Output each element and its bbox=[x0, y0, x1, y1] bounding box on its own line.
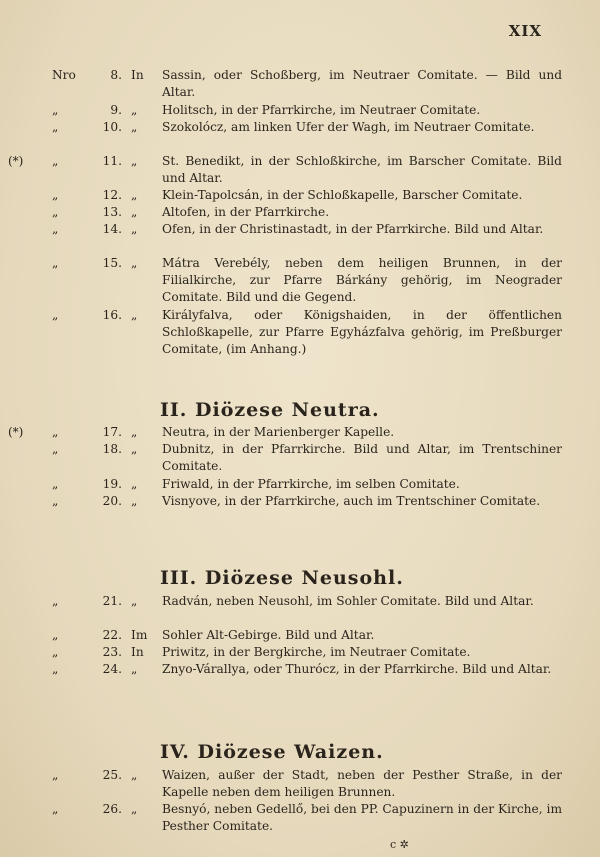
row-marker: „ bbox=[52, 802, 59, 816]
section-heading: IV. Diözese Waizen. bbox=[160, 741, 384, 763]
entry-preposition: Im bbox=[131, 628, 148, 642]
entry-text: Sassin, oder Schoßberg, im Neutraer Comitate. — Bild und Altar. bbox=[162, 68, 562, 99]
entry-number: 10. bbox=[102, 120, 122, 134]
row-marker: „ bbox=[52, 594, 59, 608]
entry-text: St. Benedikt, in der Schloßkirche, im Barscher Comitate. Bild und Altar. bbox=[162, 154, 562, 185]
entry-number: 26. bbox=[102, 802, 122, 816]
entry-preposition: „ bbox=[131, 308, 138, 322]
entry-number: 19. bbox=[102, 477, 122, 491]
row-marker: „ bbox=[52, 308, 59, 322]
entry-number: 21. bbox=[102, 594, 122, 608]
entry-preposition: „ bbox=[131, 594, 138, 608]
entry-text: Dubnitz, in der Pfarrkirche. Bild und Altar, im Trentschiner Comitate. bbox=[162, 442, 562, 473]
entry-text: Radván, neben Neusohl, im Sohler Comitate. Bild und Altar. bbox=[162, 594, 534, 608]
row-marker: „ bbox=[52, 768, 59, 782]
entry-preposition: „ bbox=[131, 477, 138, 491]
entry-number: 15. bbox=[102, 256, 122, 270]
page-number: XIX bbox=[508, 22, 542, 40]
entry-number: 9. bbox=[110, 103, 122, 117]
entry-preposition: „ bbox=[131, 154, 138, 168]
footnote-marker: (*) bbox=[8, 154, 24, 168]
entry-text: Klein-Tapolcsán, in der Schloßkapelle, Barscher Comitate. bbox=[162, 188, 523, 202]
entry-number: 22. bbox=[102, 628, 122, 642]
entry-text: Priwitz, in der Bergkirche, im Neutraer Comitate. bbox=[162, 645, 471, 659]
section-heading: III. Diözese Neusohl. bbox=[160, 567, 404, 589]
entry-preposition: „ bbox=[131, 425, 138, 439]
entry-text: Ofen, in der Christinastadt, in der Pfarrkirche. Bild und Altar. bbox=[162, 222, 544, 236]
row-marker: „ bbox=[52, 103, 59, 117]
row-marker: „ bbox=[52, 188, 59, 202]
entry-text: Neutra, in der Marienberger Kapelle. bbox=[162, 425, 395, 439]
entry-number: 20. bbox=[102, 494, 122, 508]
entry-text: Királyfalva, oder Königshaiden, in der öffentlichen Schloßkapelle, zur Pfarre Egyházfalva gehörig, im Preßburger Comitate, (im Anhang.) bbox=[162, 308, 562, 356]
entry-text: Altofen, in der Pfarrkirche. bbox=[162, 205, 330, 219]
entry-number: 18. bbox=[102, 442, 122, 456]
row-marker: „ bbox=[52, 477, 59, 491]
row-marker: „ bbox=[52, 425, 59, 439]
section-heading: II. Diözese Neutra. bbox=[160, 399, 380, 421]
row-marker: „ bbox=[52, 628, 59, 642]
entry-number: 11. bbox=[102, 154, 122, 168]
footnote-marker: (*) bbox=[8, 425, 24, 439]
entry-preposition: „ bbox=[131, 256, 138, 270]
row-marker: „ bbox=[52, 494, 59, 508]
entry-preposition: „ bbox=[131, 188, 138, 202]
row-marker: Nro bbox=[52, 68, 76, 82]
entry-preposition: „ bbox=[131, 802, 138, 816]
entry-number: 8. bbox=[110, 68, 122, 82]
entry-number: 16. bbox=[102, 308, 122, 322]
entry-text: Sohler Alt-Gebirge. Bild und Altar. bbox=[162, 628, 375, 642]
entry-number: 17. bbox=[102, 425, 122, 439]
entry-preposition: „ bbox=[131, 103, 138, 117]
entry-text: Visnyove, in der Pfarrkirche, auch im Trentschiner Comitate. bbox=[162, 494, 541, 508]
row-marker: „ bbox=[52, 645, 59, 659]
entry-text: Mátra Verebély, neben dem heiligen Brunnen, in der Filialkirche, zur Pfarre Bárkány gehörig, im Neograder Comitate. Bild und die Gegend. bbox=[162, 256, 562, 304]
entry-number: 12. bbox=[102, 188, 122, 202]
entry-preposition: In bbox=[131, 68, 144, 82]
row-marker: „ bbox=[52, 662, 59, 676]
row-marker: „ bbox=[52, 154, 59, 168]
entry-preposition: „ bbox=[131, 494, 138, 508]
row-marker: „ bbox=[52, 222, 59, 236]
entry-preposition: „ bbox=[131, 662, 138, 676]
entry-text: Besnyó, neben Gedellő, bei den PP. Capuzinern in der Kirche, im Pesther Comitate. bbox=[162, 802, 562, 833]
entry-text: Szokolócz, am linken Ufer der Wagh, im Neutraer Comitate. bbox=[162, 120, 535, 134]
row-marker: „ bbox=[52, 205, 59, 219]
row-marker: „ bbox=[52, 442, 59, 456]
entry-preposition: „ bbox=[131, 120, 138, 134]
row-marker: „ bbox=[52, 256, 59, 270]
entry-preposition: „ bbox=[131, 768, 138, 782]
entry-preposition: „ bbox=[131, 222, 138, 236]
entry-text: Waizen, außer der Stadt, neben der Pesther Straße, in der Kapelle neben dem heiligen Brunnen. bbox=[162, 768, 562, 799]
entry-preposition: „ bbox=[131, 442, 138, 456]
entry-number: 25. bbox=[102, 768, 122, 782]
signature-mark: c ✲ bbox=[390, 838, 409, 851]
entry-preposition: In bbox=[131, 645, 144, 659]
entry-preposition: „ bbox=[131, 205, 138, 219]
entry-number: 13. bbox=[102, 205, 122, 219]
entry-text: Holitsch, in der Pfarrkirche, im Neutraer Comitate. bbox=[162, 103, 481, 117]
row-marker: „ bbox=[52, 120, 59, 134]
entry-number: 23. bbox=[102, 645, 122, 659]
entry-number: 14. bbox=[102, 222, 122, 236]
entry-text: Znyo-Várallya, oder Thurócz, in der Pfarrkirche. Bild und Altar. bbox=[162, 662, 552, 676]
entry-text: Friwald, in der Pfarrkirche, im selben Comitate. bbox=[162, 477, 460, 491]
entry-number: 24. bbox=[102, 662, 122, 676]
